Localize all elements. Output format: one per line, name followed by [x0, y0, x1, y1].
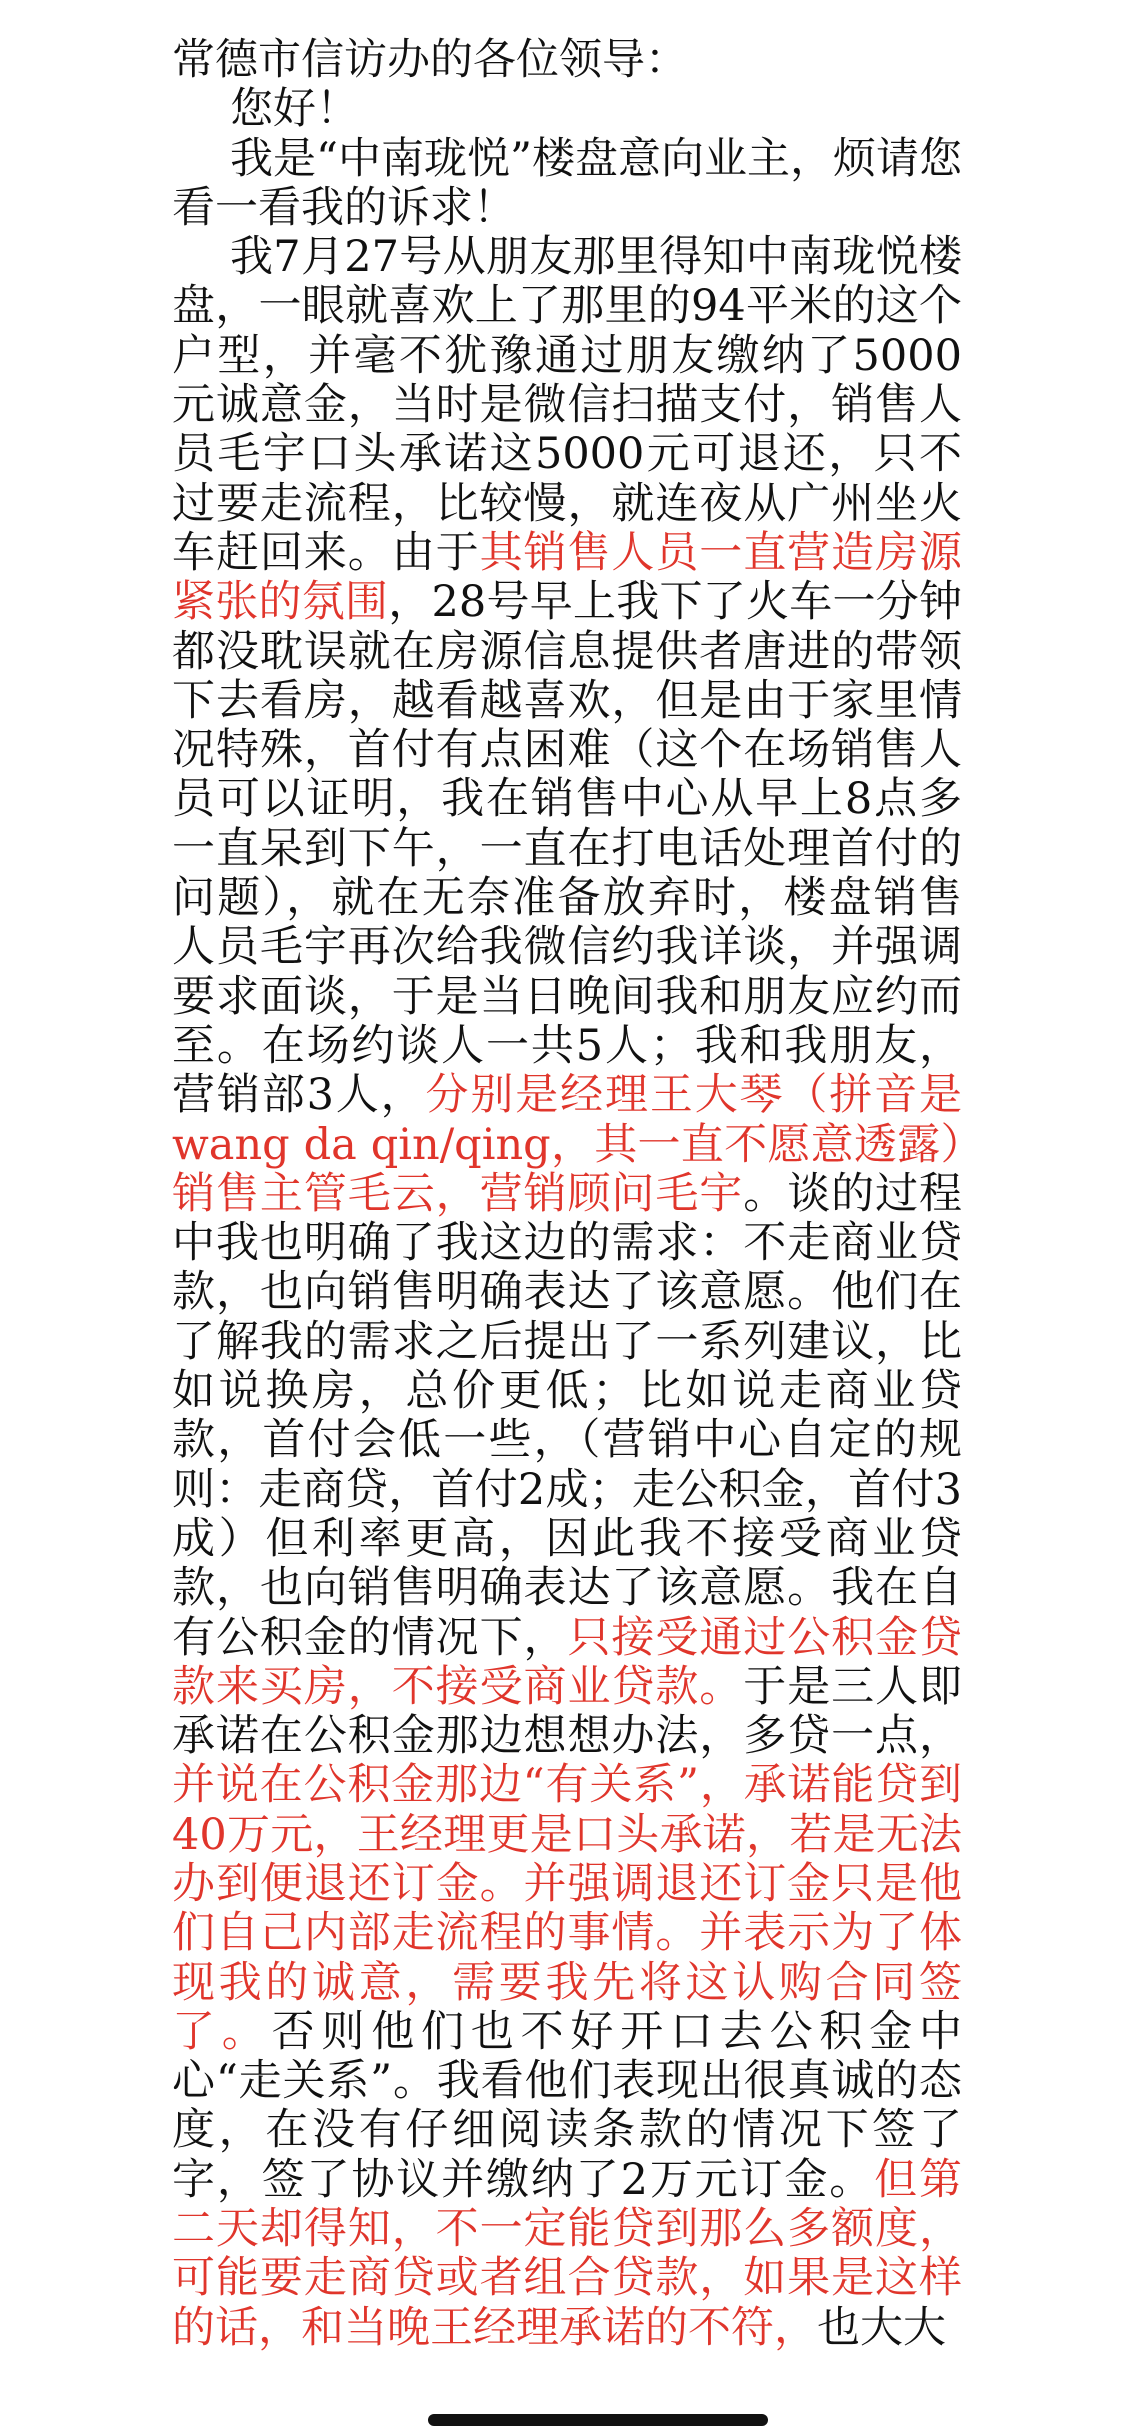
letter — [172, 36, 962, 2353]
body-segment: 我7月27号从朋友那里得知中南珑悦楼盘，一眼就喜欢上了那里的94平米的这个户型，并毫不犹豫通过朋友缴纳了5000元诚意金，当时是微信扫描支付，销售人员毛宇口头承诺这5000元可退还，只不过要走流程，比较慢，就连夜从广州坐火车赶回来。由于 — [172, 232, 962, 578]
letter-intro: 我是“中南珑悦”楼盘意向业主，烦请您看一看我的诉求！ — [172, 133, 962, 233]
letter-salutation: 常德市信访办的各位领导： — [172, 35, 688, 85]
body-segment: ，28号早上我下了火车一分钟都没耽误就在房源信息提供者唐进的带领下去看房，越看越喜欢，但是由于家里情况特殊，首付有点困难（这个在场销售人员可以证明，我在销售中心从早上8点多一直呆到下午，一直在打电话处理首付的问题），就在无奈准备放弃时，楼盘销售人员毛宇再次给我微信约我详谈，并强调要求面谈，于是当日晚间我和朋友应约而至。在场约谈人一共5人；我和我朋友，营销部3人， — [172, 577, 963, 1121]
body-segment: 。谈的过程中我也明确了我这边的需求：不走商业贷款，也向销售明确表达了该意愿。他们在了解我的需求之后提出了一系列建议，比如说换房，总价更低；比如说走商业贷款，首付会低一些，（营销中心自定的规则：走商贷，首付2成；走公积金，首付3成）但利率更高，因此我不接受商业贷款，也向销售明确表达了该意愿。我在自有公积金的情况下， — [172, 1168, 963, 1663]
highlighted-segment: 分别是经理王大琴（拼音是wang da qin/qing，其一直不愿意透露）销售主管毛云，营销顾问毛宇 — [172, 1070, 963, 1219]
letter-body — [172, 233, 962, 2353]
highlighted-segment: 但第二天却得知，不一定能贷到那么多额度，可能要走商贷或者组合贷款，如果是这样的话，和当晚王经理承诺的不符， — [172, 2154, 963, 2353]
body-segment: 否则他们也不好开口去公积金中心“走关系”。我看他们表现出很真诚的态度，在没有仔细阅读条款的情况下签了字，签了协议并缴纳了2万元订金。 — [172, 2006, 963, 2205]
home-indicator[interactable] — [428, 2414, 768, 2426]
letter-greeting: 您好！ — [230, 84, 359, 135]
body-segment: 也大大 — [817, 2302, 946, 2353]
highlighted-segment: 只接受通过公积金贷款来买房，不接受商业贷款。 — [172, 1612, 963, 1712]
highlighted-segment: 并说在公积金那边“有关系”，承诺能贷到40万元，王经理更是口头承诺，若是无法办到便退还订金。并强调退还订金只是他们自己内部走流程的事情。并表示为了体现我的诚意，需要我先将这认购合同签了。 — [172, 1760, 962, 2057]
body-segment: 于是三人即承诺在公积金那边想想办法，多贷一点， — [172, 1661, 963, 1762]
highlighted-segment: 其销售人员一直营造房源紧张的氛围 — [172, 527, 963, 628]
